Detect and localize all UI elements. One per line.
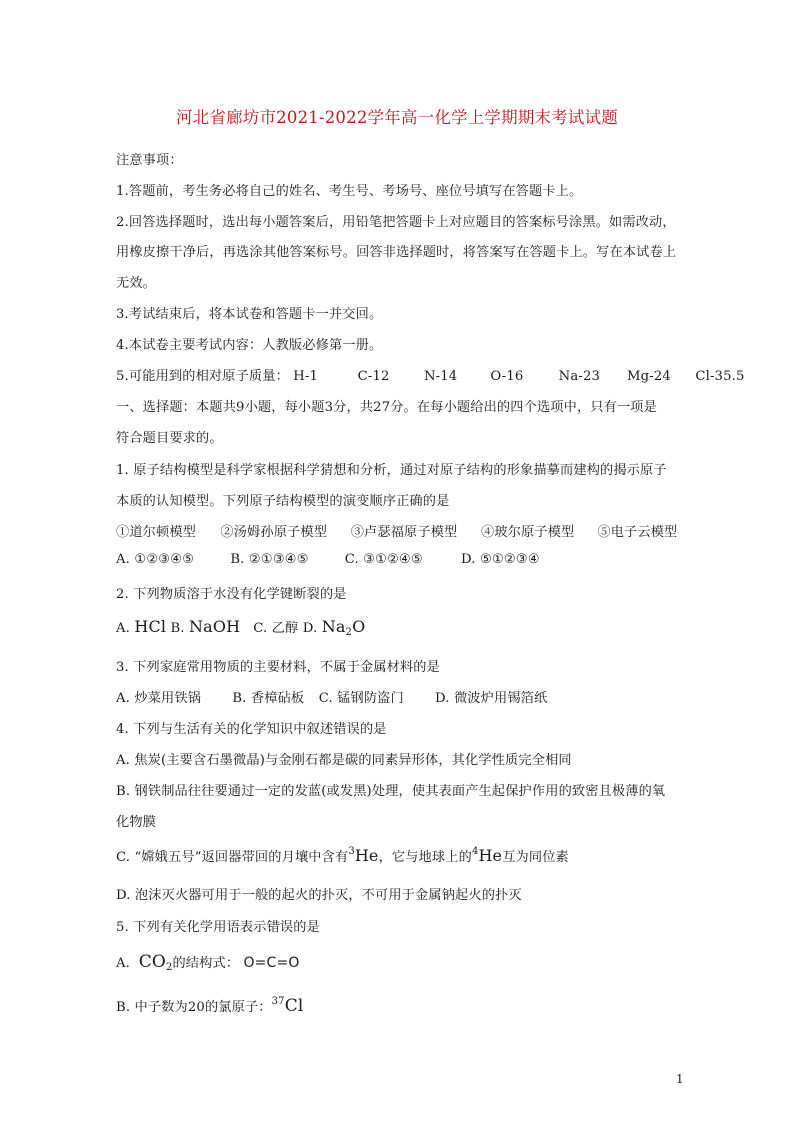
q2-stem: 2. 下列物质溶于水没有化学键断裂的是 (116, 587, 347, 602)
formula-symbol: CO (138, 952, 166, 972)
q5-option-b-text: B. 中子数为20的氯原子： (116, 1000, 272, 1015)
q3-option-c: C. 锰钢防盗门 (318, 691, 404, 706)
section1-intro-line1: 一、选择题：本题共9小题，每小题3分，共27分。在每小题给出的四个选项中，只有一项是 (116, 400, 657, 415)
atomic-mass: Cl-35.5 (695, 369, 745, 384)
atomic-mass: Mg-24 (627, 369, 671, 384)
page-title: 河北省廊坊市2021-2022学年高一化学上学期期末考试试题 (175, 108, 619, 127)
notice-item-2a: 2.回答选择题时，选出每小题答案后，用铅笔把答题卡上对应题目的答案标号涂黑。如需改动， (116, 215, 676, 230)
q2-option-b-formula: NaOH (189, 617, 241, 636)
q2-option-a-formula: HCl (134, 617, 167, 636)
page-number: 1 (676, 1072, 684, 1086)
q2-option-b-label: B. (170, 621, 185, 636)
q2-option-a-label: A. (116, 621, 131, 636)
q2-options (116, 617, 365, 636)
notice-item-5 (116, 365, 745, 384)
q1-option-d: D. ⑤①②③④ (461, 552, 540, 567)
isotope-mass-number: 37 (271, 996, 285, 1007)
element-symbol: He (354, 846, 379, 865)
atomic-mass-label: 5.可能用到的相对原子质量： (116, 369, 289, 384)
q2-option-c-label: C. (253, 621, 268, 636)
q4-option-d: D. 泡沫灭火器可用于一般的起火的扑灭，不可用于金属钠起火的扑灭 (116, 888, 522, 903)
q1-stem-line2: 本质的认知模型。下列原子结构模型的演变顺序正确的是 (116, 494, 450, 509)
q2-option-c-text: 乙醇 (271, 621, 299, 636)
notice-item-2c: 无效。 (116, 276, 157, 291)
q3-options (116, 687, 547, 706)
q4-option-c-text: 互为同位素 (502, 850, 569, 865)
q4-option-a: A. 焦炭(主要含石墨微晶)与金刚石都是碳的同素异形体，其化学性质完全相同 (116, 753, 572, 768)
notice-heading: 注意事项： (116, 153, 183, 168)
element-symbol: Cl (284, 996, 304, 1016)
co2-structural-formula: O=C=O (243, 955, 300, 971)
q2-option-d-label: D. (302, 621, 318, 636)
q3-option-a: A. 炒菜用铁锅 (116, 691, 202, 706)
q1-model: ②汤姆孙原子模型 (220, 525, 328, 540)
q1-model: ④玻尔原子模型 (481, 525, 575, 540)
q5-option-a-label: A. (116, 956, 131, 971)
q4-stem: 4. 下列与生活有关的化学知识中叙述错误的是 (116, 722, 387, 737)
q4-option-c-text: ，它与地球上的 (378, 850, 472, 865)
q1-stem-line1: 1. 原子结构模型是科学家根据科学猜想和分析，通过对原子结构的形象描摹而建构的揭示原子 (116, 463, 667, 478)
q5-option-b (116, 996, 303, 1016)
q1-option-b: B. ②①③④⑤ (230, 552, 309, 567)
notice-item-1: 1.答题前，考生务必将自己的姓名、考生号、考场号、座位号填写在答题卡上。 (116, 184, 583, 199)
q1-model-list (116, 521, 677, 540)
isotope-mass-number: 4 (471, 846, 479, 857)
q3-stem: 3. 下列家庭常用物质的主要材料，不属于金属材料的是 (116, 660, 440, 675)
q1-model: ⑤电子云模型 (597, 525, 678, 540)
q1-options (116, 552, 540, 567)
q1-option-c: C. ③①②④⑤ (344, 552, 424, 567)
q1-model: ③卢瑟福原子模型 (350, 525, 458, 540)
q3-option-b: B. 香樟砧板 (232, 691, 305, 706)
atomic-mass: Na-23 (558, 369, 601, 384)
atomic-mass: C-12 (357, 369, 390, 384)
q5-option-a-text: 的结构式： (172, 956, 240, 971)
q1-option-a: A. ①②③④⑤ (116, 552, 195, 567)
atomic-mass: N-14 (423, 369, 458, 384)
q4-option-b-line1: B. 钢铁制品往往要通过一定的发蓝(或发黑)处理，使其表面产生起保护作用的致密且极薄的氧 (116, 784, 666, 799)
notice-item-4: 4.本试卷主要考试内容：人教版必修第一册。 (116, 338, 383, 353)
q4-option-b-line2: 化物膜 (116, 815, 157, 830)
q4-option-c (116, 846, 569, 865)
formula-symbol: Na (321, 617, 346, 636)
formula-symbol: O (352, 617, 366, 636)
element-symbol: He (478, 846, 503, 865)
q5-option-a (116, 952, 300, 972)
q1-model: ①道尔顿模型 (116, 525, 197, 540)
section1-intro-line2: 符合题目要求的。 (116, 431, 223, 446)
atomic-mass: O-16 (490, 369, 524, 384)
isotope-mass-number: 3 (348, 846, 355, 857)
notice-item-2b: 用橡皮擦干净后，再选涂其他答案标号。回答非选择题时，将答案写在答题卡上。写在本试卷上 (116, 245, 677, 260)
co2-formula (139, 952, 173, 972)
formula-subscript: 2 (165, 962, 173, 973)
q5-stem: 5. 下列有关化学用语表示错误的是 (116, 920, 320, 935)
formula-subscript: 2 (345, 627, 353, 638)
atomic-mass: H-1 (293, 369, 319, 384)
q3-option-d: D. 微波炉用锡箔纸 (435, 691, 548, 706)
q4-option-c-text: C. “嫦娥五号”返回器带回的月壤中含有 (116, 850, 349, 865)
q2-option-d-formula (322, 617, 366, 636)
notice-item-3: 3.考试结束后，将本试卷和答题卡一并交回。 (116, 307, 383, 322)
